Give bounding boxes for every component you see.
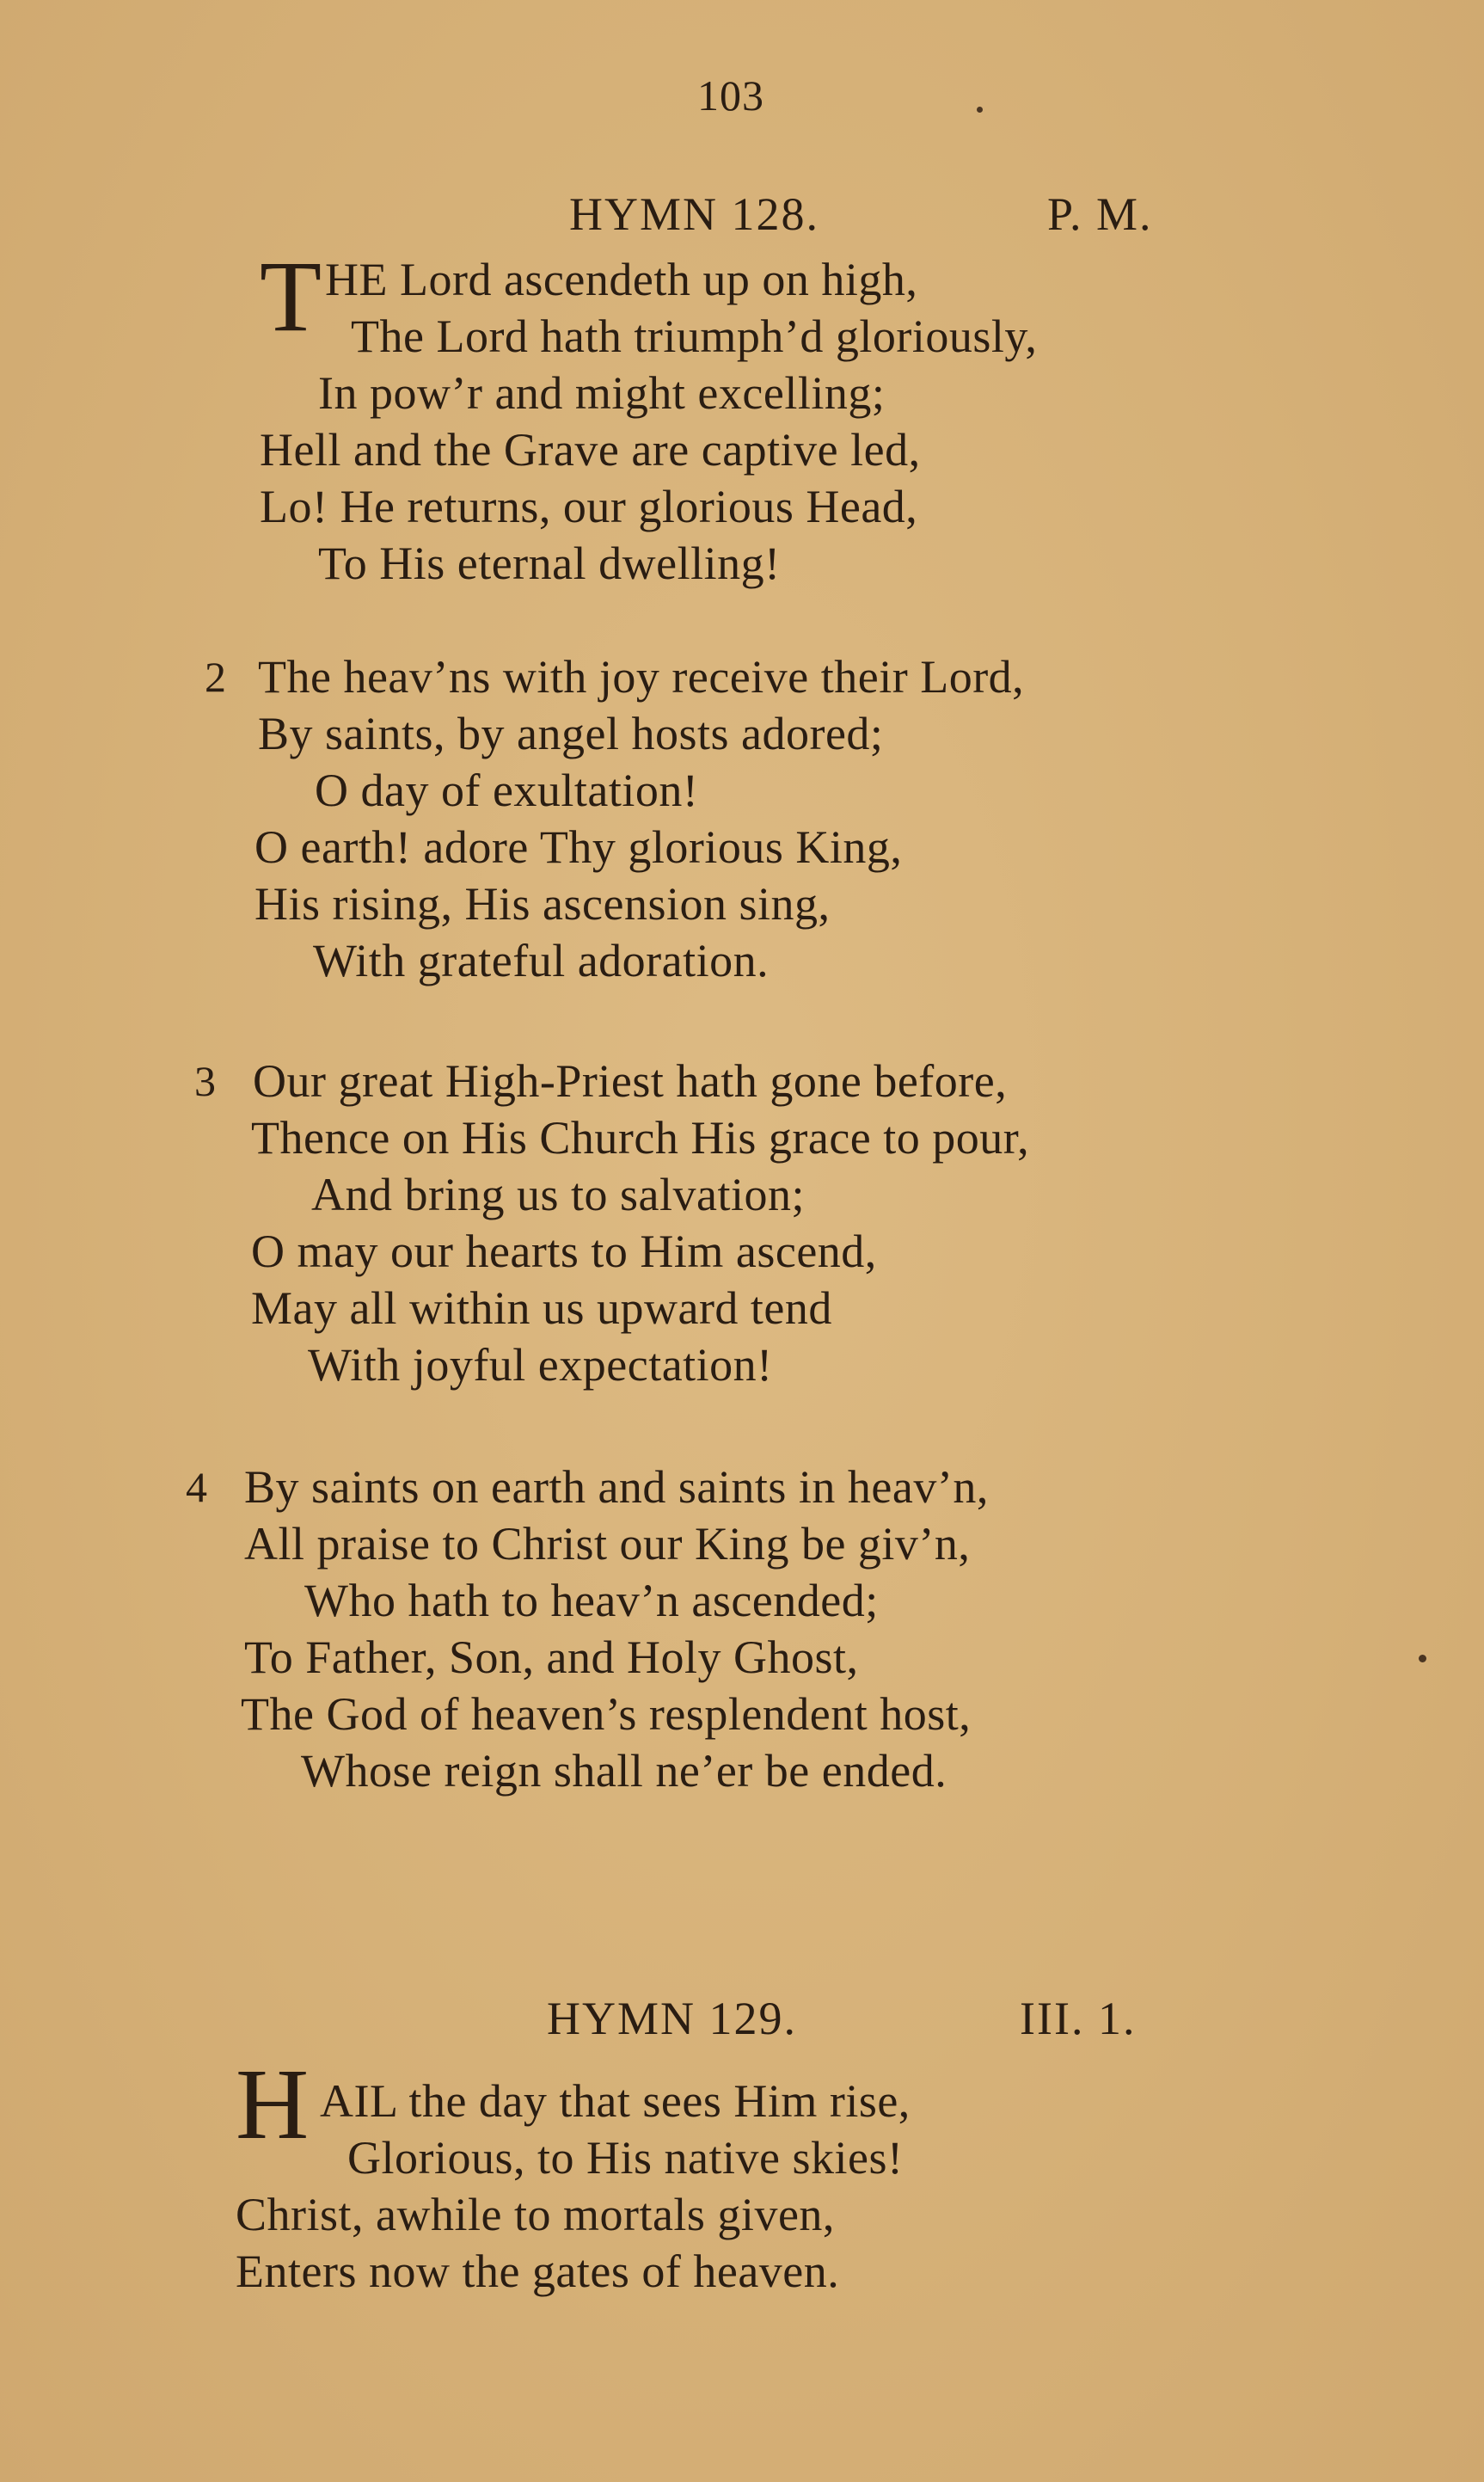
hymn-meter: III. 1.	[1020, 1993, 1137, 2044]
print-speck	[977, 107, 983, 113]
verse-line: The God of heaven’s resplendent host,	[241, 1688, 972, 1740]
verse-line: O earth! adore Thy glorious King,	[254, 821, 903, 873]
verse-line: His rising, His ascension sing,	[254, 878, 831, 930]
verse-line: With grateful adoration.	[313, 935, 770, 986]
verse-line: In pow’r and might excelling;	[318, 367, 886, 419]
verse-line: All praise to Christ our King be giv’n,	[244, 1518, 971, 1570]
verse-line: Our great High-Priest hath gone before,	[253, 1055, 1008, 1107]
verse-line: O may our hearts to Him ascend,	[251, 1226, 877, 1277]
verse-line: By saints on earth and saints in heav’n,	[244, 1461, 989, 1513]
drop-cap: T	[260, 240, 322, 353]
verse-line: With joyful expectation!	[308, 1339, 773, 1391]
verse-line: May all within us upward tend	[251, 1282, 832, 1334]
verse-line: O day of exultation!	[315, 765, 699, 816]
hymn-number: HYMN 129.	[547, 1993, 798, 2044]
verse-line: The Lord hath triumph’d gloriously,	[351, 310, 1038, 362]
verse-number: 3	[194, 1057, 216, 1105]
verse-line: The heav’ns with joy receive their Lord,	[258, 651, 1025, 703]
verse-line: Thence on His Church His grace to pour,	[251, 1112, 1030, 1164]
drop-cap: H	[236, 2048, 310, 2160]
verse-line: Christ, awhile to mortals given,	[236, 2189, 835, 2240]
verse-line: To His eternal dwelling!	[318, 538, 781, 589]
print-speck	[1419, 1655, 1426, 1662]
verse-line: Who hath to heav’n ascended;	[304, 1575, 879, 1626]
verse-line: Hell and the Grave are captive led,	[260, 424, 921, 476]
verse-line: Glorious, to His native skies!	[347, 2132, 904, 2184]
verse-number: 4	[186, 1463, 207, 1511]
verse-line: Whose reign shall ne’er be ended.	[301, 1745, 947, 1797]
page-number: 103	[697, 71, 764, 120]
verse-line: Lo! He returns, our glorious Head,	[260, 481, 918, 532]
verse-line: AIL the day that sees Him rise,	[320, 2075, 911, 2127]
verse-line: HE Lord ascendeth up on high,	[325, 254, 918, 305]
hymn-meter: P. M.	[1047, 188, 1153, 240]
verse-line: And bring us to salvation;	[311, 1169, 805, 1220]
verse-line: Enters now the gates of heaven.	[236, 2245, 840, 2297]
verse-line: By saints, by angel hosts adored;	[258, 708, 884, 759]
verse-number: 2	[205, 653, 226, 701]
hymn-number: HYMN 128.	[569, 188, 820, 240]
verse-line: To Father, Son, and Holy Ghost,	[244, 1631, 859, 1683]
